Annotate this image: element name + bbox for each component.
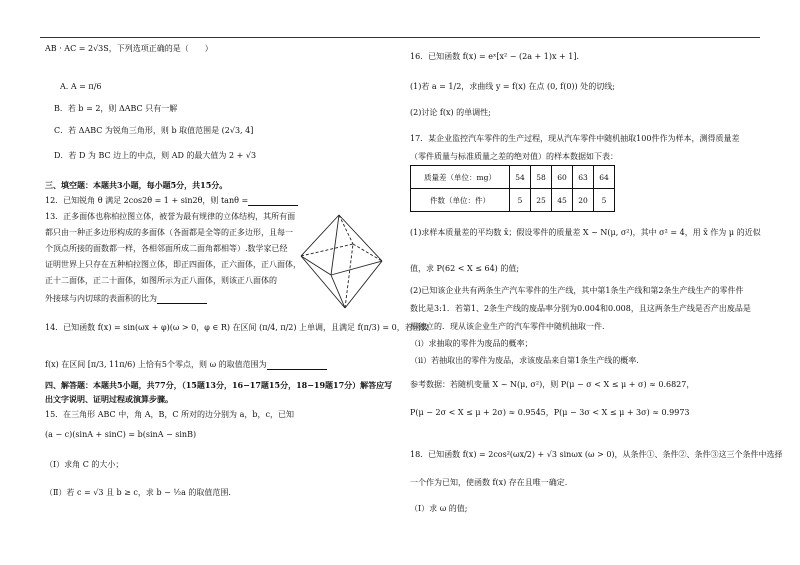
q11-option-c: C．若 ΔABC 为锐角三角形，则 b 取值范围是 (2√3, 4] xyxy=(54,126,254,135)
table-row xyxy=(411,189,615,212)
table-cell: 63 xyxy=(573,166,594,189)
table-cell: 20 xyxy=(573,189,594,212)
q15-line-1: 15．在三角形 ABC 中，角 A，B，C 所对的边分别为 a，b，c，已知 xyxy=(45,410,294,419)
q13-line-5: 正十二面体，正二十面体，如图所示为正八面体，则该正八面体的 xyxy=(45,276,277,285)
table-cell: 45 xyxy=(552,189,573,212)
table-cell: 25 xyxy=(531,189,552,212)
reference-data-line-2: P(μ − 2σ < X ≤ μ + 2σ) ≈ 0.9545，P(μ − 3σ < X ≤ μ + 3σ) ≈ 0.9973 xyxy=(410,408,690,417)
q17-data-table xyxy=(410,165,615,212)
q15-line-2: (a − c)(sinA + sinC) = b(sinA − sinB) xyxy=(45,430,197,439)
q16-stem: 16．已知函数 f(x) = eˣ[x² − (2a + 1)x + 1]. xyxy=(410,52,580,61)
q14-blank xyxy=(267,361,327,370)
q11-option-d: D．若 D 为 BC 边上的中点，则 AD 的最大值为 2 + √3 xyxy=(54,151,257,160)
q17-line-1: 17．某企业监控汽车零件的生产过程，现从汽车零件中随机抽取100件作为样本，测得质量差 xyxy=(410,134,740,143)
q12-stem: 12．已知锐角 θ 满足 2cos2θ = 1 + sin2θ，则 tanθ = xyxy=(45,196,249,205)
q18-line-1: 18．已知函数 f(x) = 2cos²(ωx/2) + √3 sinωx (ω > 0)，从条件①、条件②、条件③这三个条件中选择 xyxy=(410,450,783,459)
q12-blank xyxy=(248,197,298,206)
table-cell: 5 xyxy=(594,189,615,212)
q14-line-2-text: f(x) 在区间 [π/3, 11π/6) 上恰有5个零点，则 ω 的取值范围为 xyxy=(45,360,267,369)
q16-part-2: (2)讨论 f(x) 的单调性; xyxy=(410,108,491,117)
table-cell: 60 xyxy=(552,166,573,189)
q17-part-1-line-2: 值，求 P(62 < X ≤ 64) 的值; xyxy=(410,264,520,273)
q17-subpart-i: （ⅰ）求抽取的零件为废品的概率； xyxy=(410,339,533,348)
q17-subpart-ii: （ⅱ）若抽取出的零件为废品，求该废品来自第1条生产线的概率. xyxy=(410,356,639,365)
q15-part-2: （Ⅱ）若 c = √3 且 b ≥ c，求 b − ½a 的取值范围. xyxy=(45,488,231,497)
q17-part-2-line-1: (2)已知该企业共有两条生产汽车零件的生产线，其中第1条生产线和第2条生产线生产的零件件 xyxy=(410,286,744,295)
right-column xyxy=(410,0,783,565)
q13-line-1: 13．正多面体也称柏拉图立体，被誉为最有规律的立体结构，其所有面 xyxy=(45,212,296,221)
q11-stem: AB · AC = 2√3S，下列选项正确的是（ ） xyxy=(45,44,213,53)
reference-data-line-1: 参考数据：若随机变量 X ~ N(μ, σ²)，则 P(μ − σ < X ≤ μ + σ) ≈ 0.6827， xyxy=(410,380,695,389)
table-cell: 58 xyxy=(531,166,552,189)
table-cell: 54 xyxy=(510,166,531,189)
q11-option-a: A. A = π/6 xyxy=(60,82,102,91)
table-row-label: 件数（单位：件） xyxy=(411,189,510,212)
section3-title: 三、填空题：本题共3小题，每小题5分，共15分。 xyxy=(45,180,228,190)
q18-line-2: 一个作为已知，使函数 f(x) 存在且唯一确定. xyxy=(410,478,568,487)
q15-part-1: （Ⅰ）求角 C 的大小； xyxy=(45,460,124,469)
q14-line-1: 14．已知函数 f(x) = sin(ωx + φ)(ω > 0，φ ∈ R) 在区间 (π/4, π/2) 上单调，且满足 f(π/3) = 0，若函数 xyxy=(45,323,429,332)
q12-text xyxy=(45,196,298,206)
q13-line-6 xyxy=(45,294,207,304)
section4-title-line-1: 四、解答题：本题共5小题，共77分，（15题13分，16−17题15分，18−19题17分）解答应写 xyxy=(45,380,393,390)
q11-option-b: B．若 b = 2，则 ΔABC 只有一解 xyxy=(54,104,178,113)
q13-line-6-text: 外接球与内切球的表面积的比为 xyxy=(45,294,157,303)
q17-part-2-line-3: 相独立的．现从该企业生产的汽车零件中随机抽取一件. xyxy=(410,322,605,331)
table-cell: 5 xyxy=(510,189,531,212)
q17-part-2-line-2: 数比是3:1．若第1、2条生产线的废品率分别为0.004和0.008，且这两条生产线是否产出废品是 xyxy=(410,304,751,313)
q18-part-1: （Ⅰ）求 ω 的值; xyxy=(410,504,468,513)
table-row xyxy=(411,166,615,189)
q17-part-1-line-1: (1)求样本质量差的平均数 x̄；假设零件的质量差 X ~ N(μ, σ²)，其中 σ² = 4，用 x̄ 作为 μ 的近似 xyxy=(410,228,761,237)
table-row-label: 质量差（单位：mg） xyxy=(411,166,510,189)
q17-line-2: （零件质量与标准质量之差的绝对值）的样本数据如下表： xyxy=(410,152,618,161)
q13-line-3: 个顶点所接的面数都一样，各相邻面所成二面角都相等）.数学家已经 xyxy=(45,244,288,253)
q13-line-4: 证明世界上只存在五种柏拉图立体，即正四面体，正六面体，正八面体， xyxy=(45,260,301,269)
left-column xyxy=(45,0,429,565)
q13-line-2: 都只由一种正多边形构成的多面体（各面都是全等的正多边形，且每一 xyxy=(45,228,293,237)
q13-blank xyxy=(157,295,207,304)
section4-title-line-2: 出文字说明、证明过程或演算步骤。 xyxy=(45,394,173,404)
q16-part-1: (1)若 a = 1/2，求曲线 y = f(x) 在点 (0, f(0)) 处的切线; xyxy=(410,82,615,91)
q14-line-2 xyxy=(45,360,327,370)
table-cell: 64 xyxy=(594,166,615,189)
octahedron-figure xyxy=(297,212,387,312)
